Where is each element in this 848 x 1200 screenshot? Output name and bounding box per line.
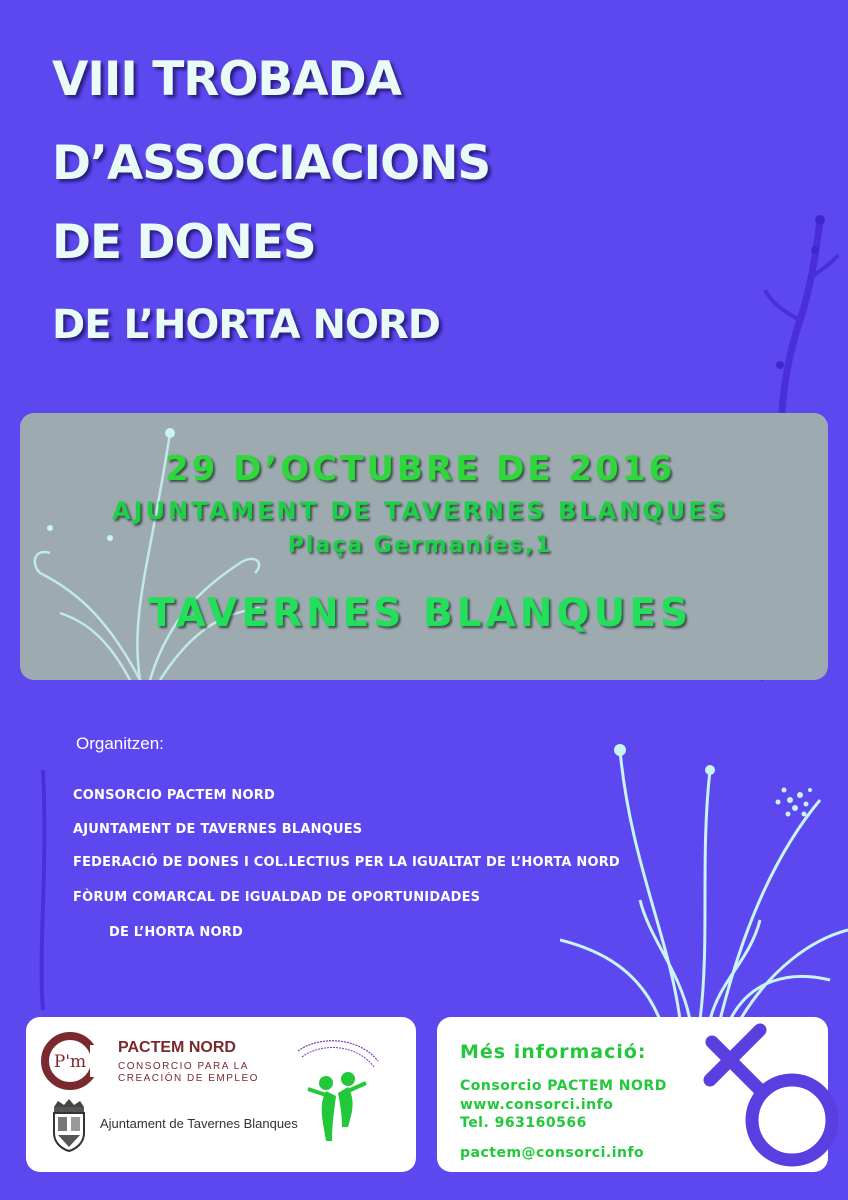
ajuntament-name: Ajuntament de Tavernes Blanques xyxy=(100,1116,298,1131)
event-address: Plaça Germaníes,1 xyxy=(287,533,553,558)
event-date: 29 D’OCTUBRE DE 2016 xyxy=(164,449,676,489)
organizers-heading: Organitzen: xyxy=(76,734,164,753)
info-organization: Consorcio PACTEM NORD xyxy=(460,1078,667,1094)
poster-title-line-3: DE DONES xyxy=(52,215,316,270)
pactem-logo-mark: P'm xyxy=(53,1052,87,1072)
federation-logo-icon xyxy=(288,1031,388,1151)
poster-title-line-1: VIII TROBADA xyxy=(52,52,401,107)
event-venue: AJUNTAMENT DE TAVERNES BLANQUES xyxy=(112,497,728,525)
floral-decoration-icon xyxy=(28,770,58,1010)
pactem-name: PACTEM NORD xyxy=(118,1039,236,1056)
pactem-logo-icon xyxy=(38,1031,108,1091)
info-website-link[interactable]: www.consorci.info xyxy=(460,1097,614,1113)
poster-title-line-2: D’ASSOCIACIONS xyxy=(52,136,491,191)
organizer-item: FÒRUM COMARCAL DE IGUALDAD DE OPORTUNIDADES xyxy=(73,890,481,905)
organizer-item: AJUNTAMENT DE TAVERNES BLANQUES xyxy=(73,822,363,837)
organizer-item: FEDERACIÓ DE DONES I COL.LECTIUS PER LA IGUALTAT DE L’HORTA NORD xyxy=(73,855,620,870)
floral-decoration-icon xyxy=(560,740,848,1020)
organizer-item: CONSORCIO PACTEM NORD xyxy=(73,788,275,803)
event-details-panel xyxy=(20,413,828,680)
sponsor-logos-panel xyxy=(26,1017,416,1172)
coat-of-arms-icon xyxy=(46,1097,92,1153)
event-town: TAVERNES BLANQUES xyxy=(148,591,692,636)
info-heading: Més informació: xyxy=(460,1041,647,1063)
organizer-item: DE L’HORTA NORD xyxy=(109,925,243,940)
poster-title-line-4: DE L’HORTA NORD xyxy=(52,302,440,348)
venus-symbol-icon xyxy=(690,1010,848,1180)
pactem-subtitle: CONSORCIO PARA LA CREACIÓN DE EMPLEO xyxy=(118,1061,259,1084)
info-phone[interactable]: Tel. 963160566 xyxy=(460,1115,587,1131)
info-email-link[interactable]: pactem@consorci.info xyxy=(460,1145,645,1161)
